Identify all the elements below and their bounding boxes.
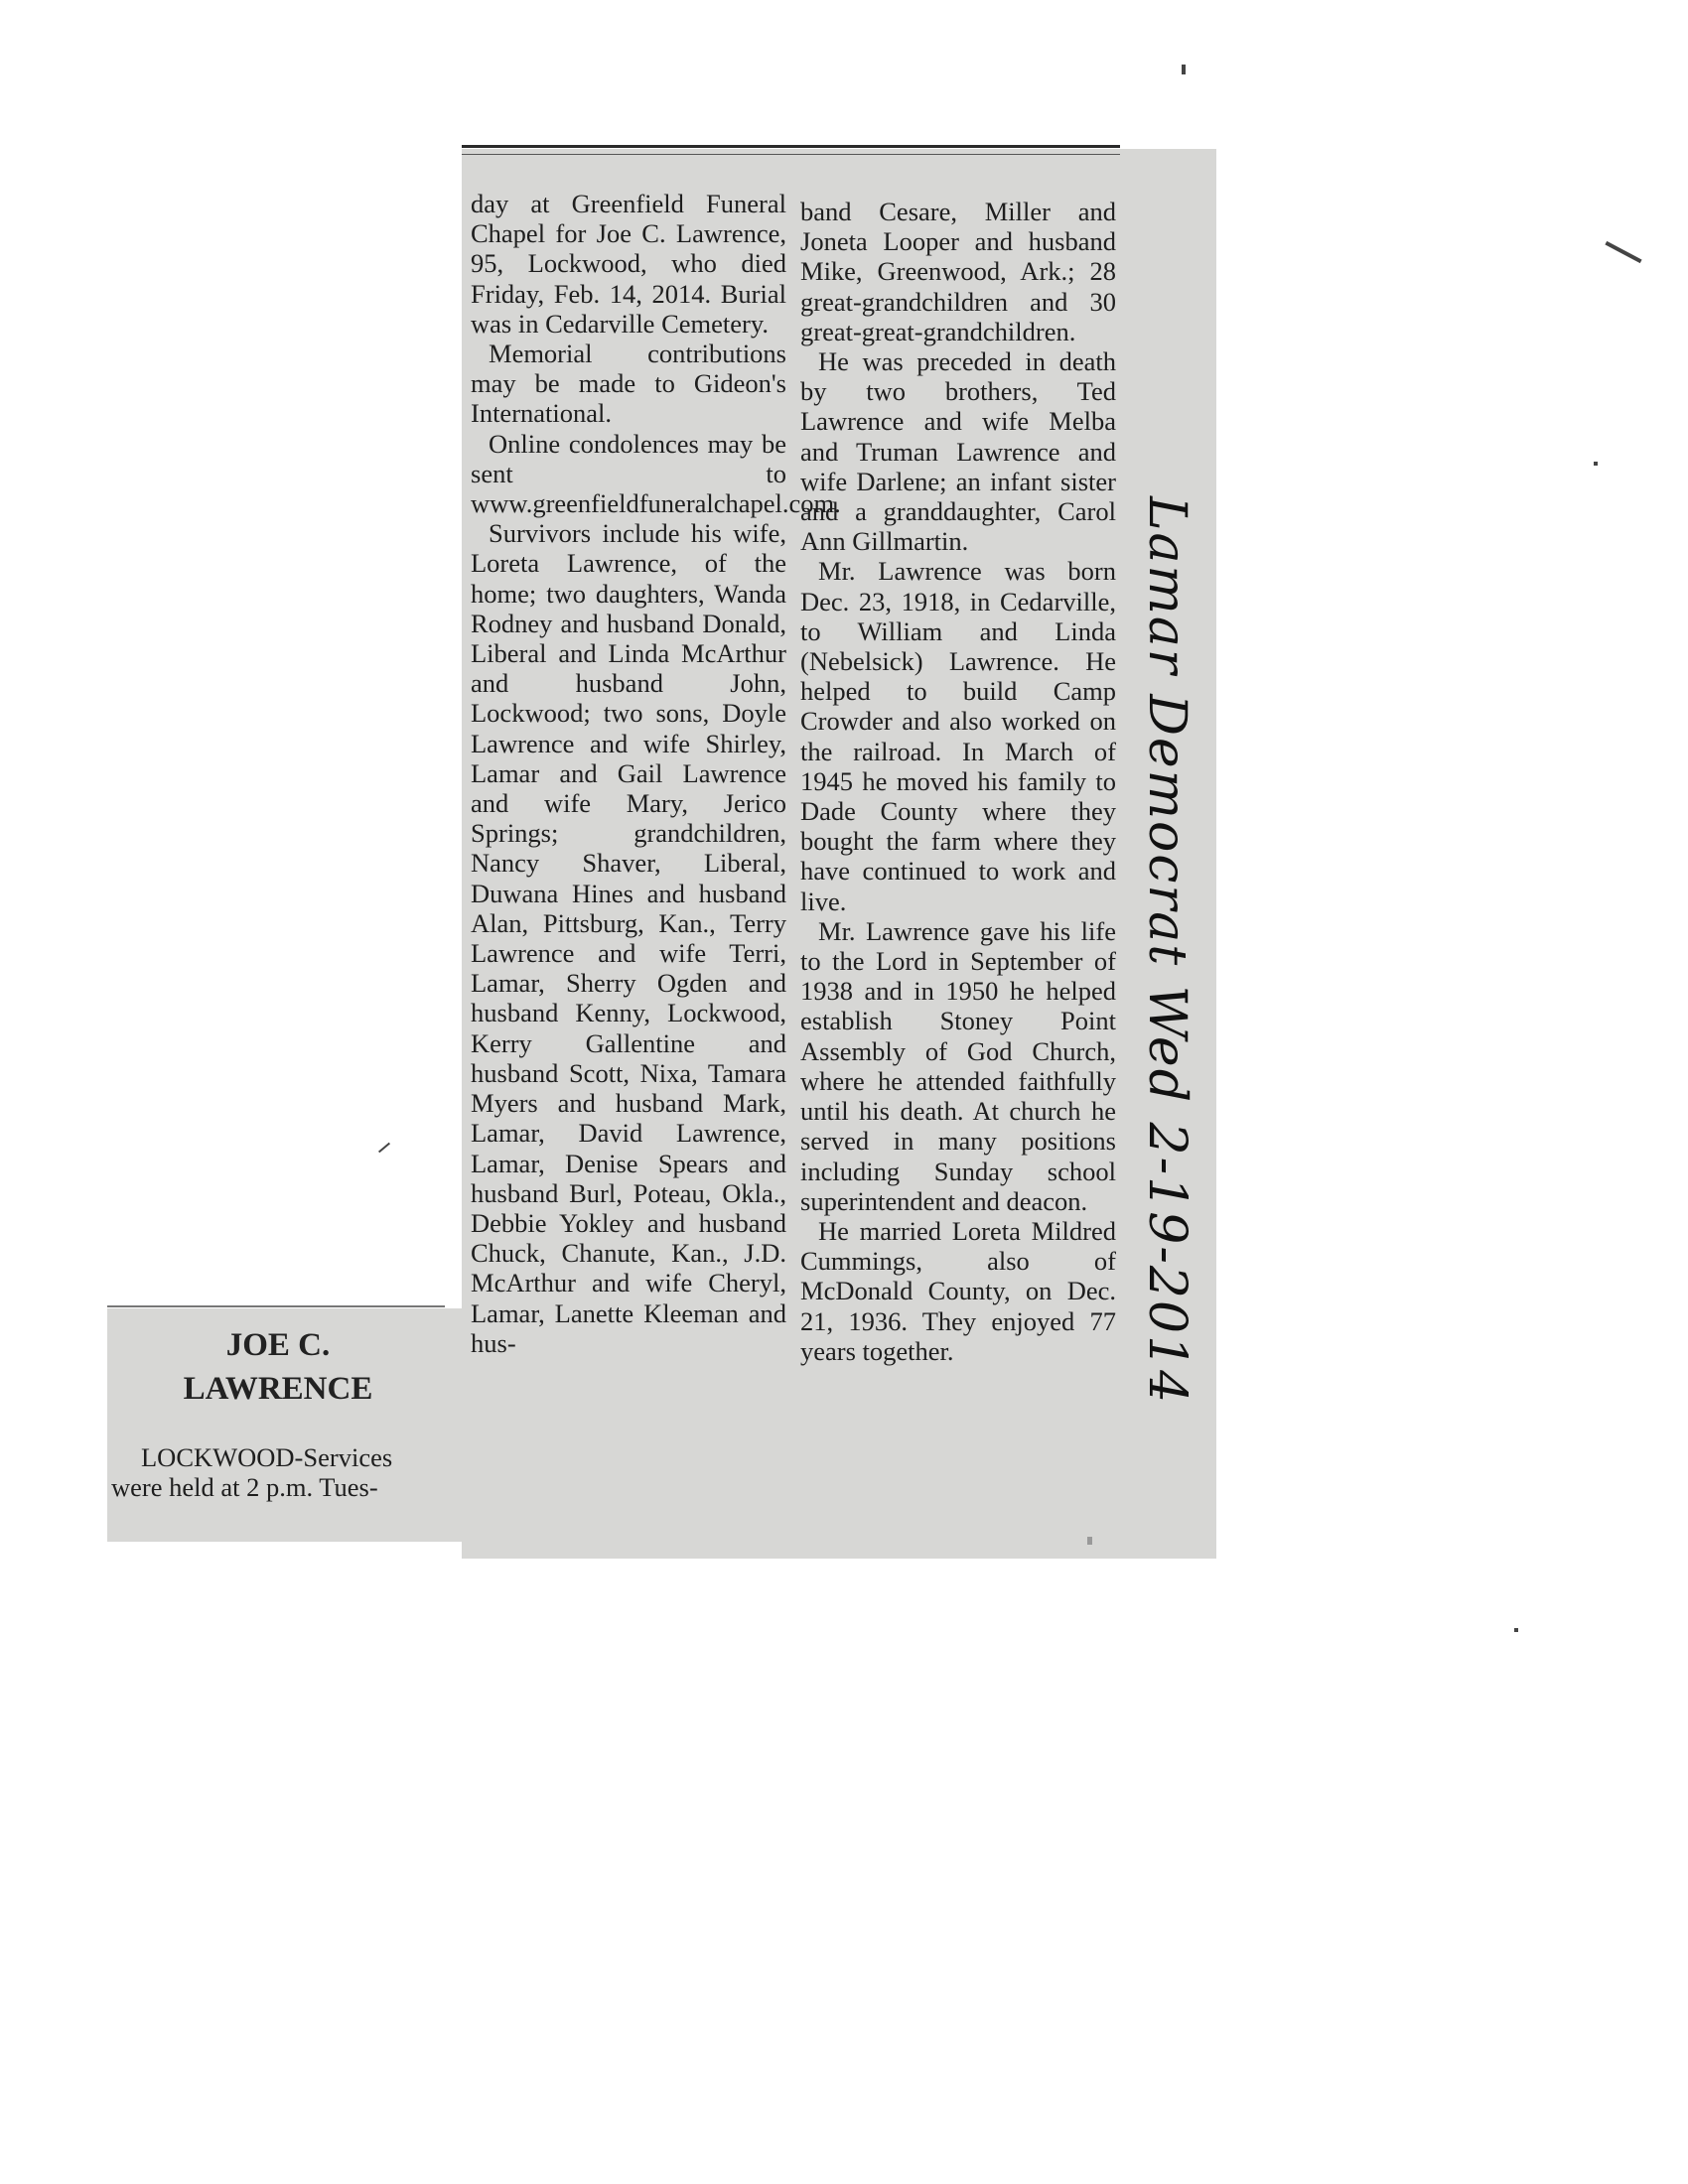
scan-speck <box>378 1143 390 1154</box>
col2-para-3: Mr. Lawrence was born Dec. 23, 1918, in Cedarville, to William and Linda (Nebelsick) Lawrence. He helped to build Camp Crowder and also worked on the railroad. In March of 1945 he moved his family to Dade County where they bought the farm where they have continued to work and live. <box>800 556 1116 916</box>
col2-para-1: band Cesare, Miller and Joneta Looper and husband Mike, Greenwood, Ark.; 28 great-grandchildren and 30 great-great-grandchildren. <box>800 197 1116 346</box>
lead-text: LOCKWOOD-Services were held at 2 p.m. Tues- <box>111 1442 393 1503</box>
obituary-headline <box>129 1323 427 1411</box>
col2-para-4: Mr. Lawrence gave his life to the Lord in September of 1938 and in 1950 he helped establish Stoney Point Assembly of God Church, where he attended faithfully until his death. At church he served in many positions including Sunday school superintendent and deacon. <box>800 915 1116 1216</box>
col2-para-2: He was preceded in death by two brothers, Ted Lawrence and wife Melba and Truman Lawrence and wife Darlene; an infant sister and a granddaughter, Carol Ann Gillmartin. <box>800 346 1116 557</box>
corner-rule <box>107 1305 445 1307</box>
scan-speck <box>1594 462 1598 466</box>
scan-speck <box>1182 65 1186 74</box>
col1-para-4: Survivors include his wife, Loreta Lawrence, of the home; two daughters, Wanda Rodney and husband Donald, Liberal and Linda McArthur and husband John, Lockwood; two sons, Doyle Lawrence and wife Shirley, Lamar and Gail Lawrence and wife Mary, Jerico Springs; grandchildren, Nancy Shaver, Liberal, Duwana Hines and husband Alan, Pittsburg, Kan., Terry Lawrence and wife Terri, Lamar, Sherry Ogden and husband Kenny, Lockwood, Kerry Gallentine and husband Scott, Nixa, Tamara Myers and husband Mark, Lamar, David Lawrence, Lamar, Denise Spears and husband Burl, Poteau, Okla., Debbie Yokley and husband Chuck, Chanute, Kan., J.D. McArthur and wife Cheryl, Lamar, Lanette Kleeman and hus- <box>471 518 786 1358</box>
lead-paragraph <box>111 1442 434 1502</box>
col2-para-5: He married Loreta Mildred Cummings, also of McDonald County, on Dec. 21, 1936. They enjoyed 77 years together. <box>800 1215 1116 1366</box>
scan-speck <box>1087 1537 1092 1545</box>
col1-para-1: day at Greenfield Funeral Chapel for Joe C. Lawrence, 95, Lockwood, who died Friday, Feb. 14, 2014. Burial was in Cedarville Cemetery. <box>471 189 786 339</box>
column-1 <box>471 189 841 1358</box>
headline-line-1: JOE C. <box>225 1327 331 1363</box>
headline-line-2: LAWRENCE <box>183 1371 373 1407</box>
scan-speck <box>1605 241 1641 263</box>
handwritten-note: Lamar Democrat Wed 2-19-2014 <box>1137 496 1196 1406</box>
top-rule-thin <box>462 154 1120 155</box>
col1-para-3: Online condolences may be sent to www.greenfieldfuneralchapel.com. <box>471 428 841 519</box>
col1-para-2: Memorial contributions may be made to Gideon's International. <box>471 339 786 429</box>
top-rule <box>462 145 1120 148</box>
column-2 <box>800 197 1116 1366</box>
scan-speck <box>1514 1628 1518 1632</box>
